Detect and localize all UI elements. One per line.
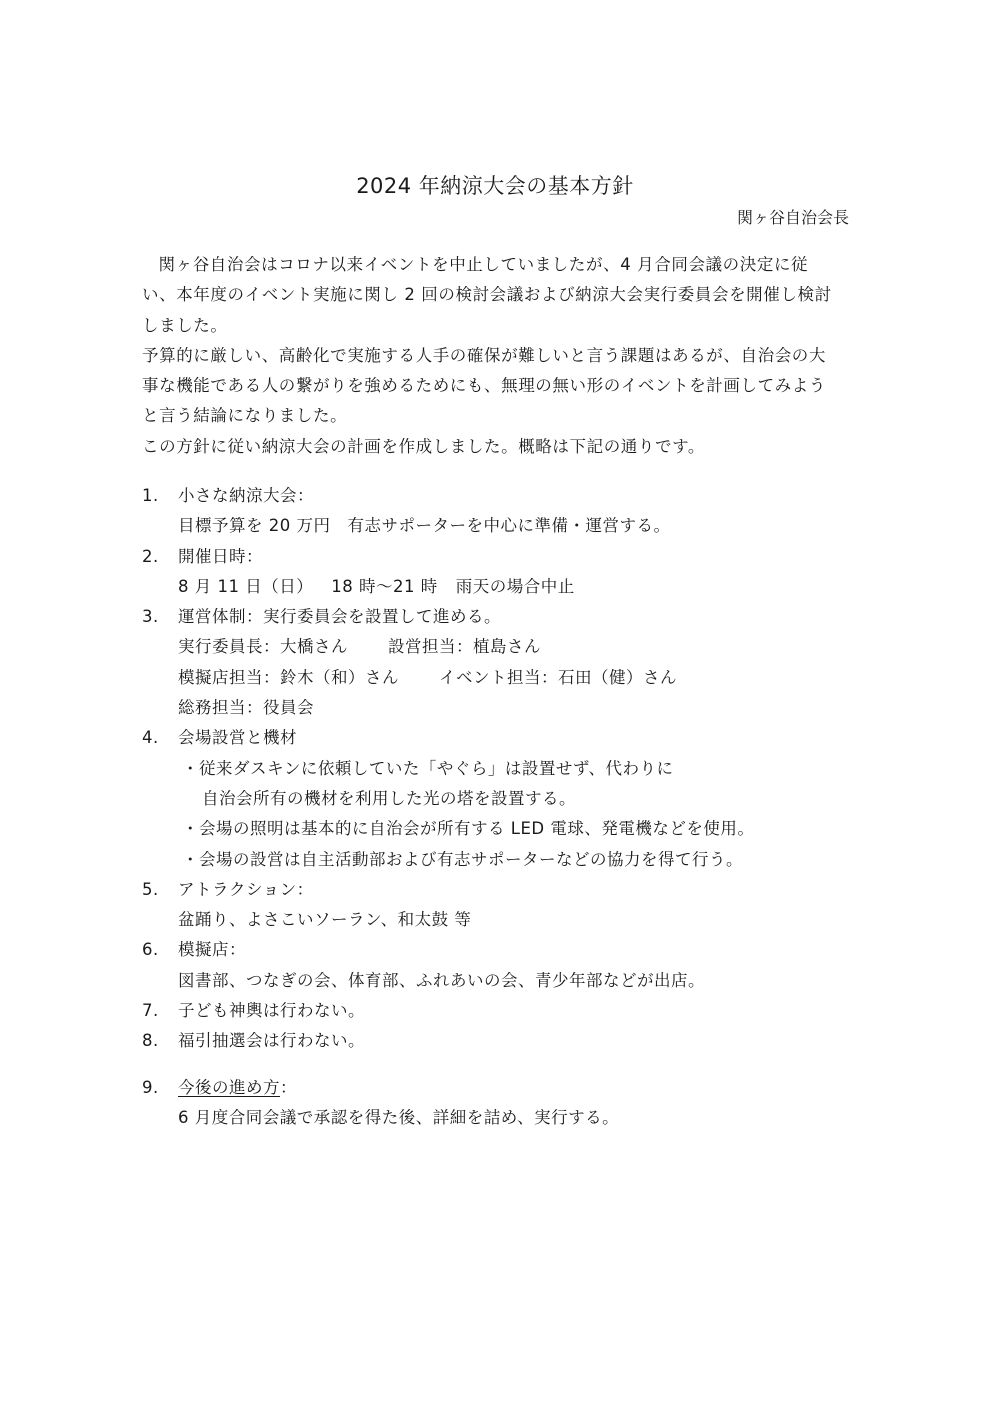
item-number: 4. (142, 728, 159, 748)
bullet-point: ・会場の照明は基本的に自治会が所有する LED 電球、発電機などを使用。 (182, 819, 755, 839)
underlined-heading: 今後の進め方 (178, 1077, 280, 1097)
staff-role: 設営担当：植島さん (388, 637, 541, 657)
list-item (142, 1073, 842, 1134)
bullet-continuation: 自治会所有の機材を利用した光の塔を設置する。 (202, 788, 576, 808)
item-detail (178, 632, 842, 662)
item-number: 8. (142, 1031, 159, 1051)
staff-role: 実行委員長：大橋さん (178, 637, 348, 657)
item-heading: 福引抽選会は行わない。 (178, 1031, 365, 1051)
section-gap (142, 1057, 842, 1073)
item-heading: 子ども神輿は行わない。 (178, 1001, 365, 1021)
list-item (142, 602, 842, 723)
event-date: 8 月 11 日（日） (178, 576, 314, 596)
plan-list (142, 481, 842, 1133)
item-detail: 図書部、つなぎの会、体育部、ふれあいの会、青少年部などが出店。 (178, 970, 705, 990)
item-detail (178, 663, 842, 693)
item-detail: 6 月度合同会議で承認を得た後、詳細を詰め、実行する。 (178, 1107, 620, 1127)
list-item (142, 996, 842, 1026)
document-author: 関ヶ谷自治会長 (736, 208, 849, 227)
item-heading: アトラクション： (178, 879, 314, 899)
item-heading: 小さな納涼大会： (178, 486, 314, 505)
rain-note: 雨天の場合中止 (455, 576, 575, 596)
heading-colon: ： (280, 1077, 297, 1097)
intro-section (142, 250, 842, 462)
list-item (142, 542, 842, 603)
list-item (142, 723, 842, 874)
item-heading: 会場設営と機材 (178, 728, 297, 748)
item-number: 2. (142, 546, 159, 566)
intro-paragraph: 予算的に厳しい、高齢化で実施する人手の確保が難しいと言う課題はあるが、自治会の大事な機能である人の繋がりを強めるためにも、無理の無い形のイベントを計画してみようと言う結論になりました。 (142, 345, 826, 426)
staff-role: 模擬店担当：鈴木（和）さん (178, 667, 399, 687)
item-number: 3. (142, 607, 159, 627)
item-number: 5. (142, 879, 159, 899)
item-detail: 目標予算を 20 万円 有志サポーターを中心に準備・運営する。 (178, 516, 671, 536)
item-number: 6. (142, 940, 159, 960)
staff-role: イベント担当：石田（健）さん (439, 667, 677, 687)
list-item (142, 935, 842, 996)
item-detail: 総務担当：役員会 (178, 698, 314, 718)
list-item (142, 481, 842, 542)
item-number: 7. (142, 1001, 159, 1021)
item-heading: 運営体制：実行委員会を設置して進める。 (178, 607, 501, 627)
intro-paragraph: 関ヶ谷自治会はコロナ以来イベントを中止していましたが、4 月合同会議の決定に従い、本年度のイベント実施に関し 2 回の検討会議および納涼大会実行委員会を開催し検討しました。 (142, 255, 832, 335)
item-heading (178, 1073, 842, 1103)
item-number: 1. (142, 486, 159, 505)
list-item (142, 875, 842, 936)
list-item (142, 1026, 842, 1056)
item-detail: 盆踊り、よさこいソーラン、和太鼓 等 (178, 910, 472, 930)
item-heading: 開催日時： (178, 546, 263, 566)
bullet-point: ・会場の設営は自主活動部および有志サポーターなどの協力を得て行う。 (182, 849, 743, 869)
event-time: 18 時～21 時 (331, 576, 438, 596)
intro-paragraph: この方針に従い納涼大会の計画を作成しました。概略は下記の通りです。 (142, 436, 705, 456)
item-detail (178, 572, 842, 602)
item-number: 9. (142, 1077, 159, 1097)
bullet-point: ・従来ダスキンに依頼していた「やぐら」は設置せず、代わりに (182, 758, 674, 778)
item-heading: 模擬店： (178, 940, 246, 960)
document-title: 2024 年納涼大会の基本方針 (356, 174, 634, 198)
